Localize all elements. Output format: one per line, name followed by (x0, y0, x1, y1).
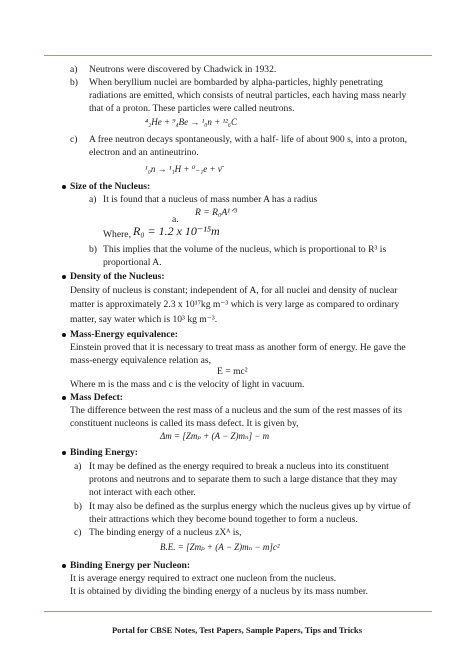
binding-c-text: The binding energy of a nucleus ᴢXᴬ is, (89, 527, 242, 538)
neutrons-c-equation: ¹₀n → ¹₁H + ⁰₋₁e + ν̄ (145, 164, 222, 174)
neutrons-b-marker: b) (70, 77, 78, 88)
neutrons-b-equation: ⁴₂He + ⁹₄Be → ¹₀n + ¹²₆C (145, 117, 238, 127)
binding-a-line1: It may be defined as the energy required to break a nucleus into its constituent (89, 461, 389, 472)
bullet (62, 185, 66, 189)
mass-energy-line1: Einstein proved that it is necessary to treat mass as another form of energy. He gave the (70, 342, 406, 353)
bullet (62, 396, 66, 400)
top-rule (44, 55, 432, 56)
bottom-rule (44, 611, 432, 612)
size-where: Where, (103, 229, 131, 240)
neutrons-a-text: Neutrons were discovered by Chadwick in 1932. (89, 64, 277, 75)
binding-heading: Binding Energy: (70, 447, 138, 458)
neutrons-a-marker: a) (70, 64, 78, 75)
footer-text: Portal for CBSE Notes, Test Papers, Sample Papers, Tips and Tricks (111, 625, 363, 635)
mass-defect-line2: constituent nucleons is called its mass defect. It is given by, (70, 418, 299, 429)
density-line1: Density of nucleus is constant; independent of A, for all nuclei and density of nuclear (70, 285, 398, 296)
neutrons-b-line2: radiations are emitted, which consists of neutral particles, each having mass nearly (89, 90, 407, 101)
density-heading: Density of the Nucleus: (70, 271, 165, 282)
size-a-marker: a) (89, 194, 97, 205)
mass-defect-heading: Mass Defect: (70, 392, 124, 403)
density-line3: matter, say water which is 10³ kg m⁻³. (70, 314, 218, 325)
binding-b-line1: It may also be defined as the surplus energy which the nucleus gives up by virtue of (89, 501, 411, 512)
size-a-equation: R = R₀A¹ᐟ³ (195, 207, 238, 218)
size-b-line2: proportional A. (103, 257, 162, 268)
size-b-line1: This implies that the volume of the nucleus, which is proportional to R³ is (103, 244, 387, 255)
mass-energy-heading: Mass-Energy equivalence: (70, 329, 178, 340)
bullet (62, 275, 66, 279)
binding-c-equation: B.E. = [Zmₚ + (A − Z)mₙ − m]c² (160, 542, 280, 552)
neutrons-c-line1: A free neutron decays spontaneously, with a half- life of about 900 s, into a proton, (89, 134, 408, 145)
size-a-sub: a. (172, 214, 179, 225)
mass-defect-line1: The difference between the rest mass of a nucleus and the sum of the rest masses of its (70, 405, 403, 416)
size-b-marker: b) (89, 244, 97, 255)
binding-b-marker: b) (74, 501, 82, 512)
per-nucleon-heading: Binding Energy per Nucleon: (70, 560, 191, 571)
binding-c-marker: c) (74, 527, 82, 538)
neutrons-c-marker: c) (70, 134, 78, 145)
neutrons-b-line3: that of a proton. These particles were called neutrons. (89, 103, 295, 114)
mass-energy-equation: E = mc² (217, 366, 248, 377)
size-heading: Size of the Nucleus: (70, 181, 151, 192)
neutrons-b-line1: When beryllium nuclei are bombarded by alpha-particles, highly penetrating (89, 77, 383, 88)
neutrons-c-line2: electron and an antineutrino. (89, 147, 199, 158)
bullet (62, 333, 66, 337)
binding-a-line2: protons and neutrons and to separate them to such a large distance that they may (89, 474, 398, 485)
per-nucleon-line2: It is obtained by dividing the binding energy of a nucleus by its mass number. (70, 586, 368, 597)
binding-a-marker: a) (74, 461, 82, 472)
per-nucleon-line1: It is average energy required to extract one nucleon from the nucleus. (70, 573, 337, 584)
density-line2: matter is approximately 2.3 x 10¹⁷kg m⁻³ which is very large as compared to ordinary (70, 299, 400, 310)
bullet (62, 451, 66, 455)
mass-energy-line3: Where m is the mass and c is the velocity of light in vacuum. (70, 379, 305, 390)
mass-defect-equation: Δm = [Zmₚ + (A − Z)mₙ] − m (160, 431, 270, 441)
bullet (62, 564, 66, 568)
binding-b-line2: their attractions which they become bound together to form a nucleus. (89, 514, 358, 525)
size-a-text: It is found that a nucleus of mass number A has a radius (103, 194, 318, 205)
binding-a-line3: not interact with each other. (89, 487, 196, 498)
mass-energy-line2: mass-energy equivalence relation as, (70, 355, 212, 366)
size-r0-equation: R₀ = 1.2 x 10⁻¹⁵m (133, 224, 220, 238)
